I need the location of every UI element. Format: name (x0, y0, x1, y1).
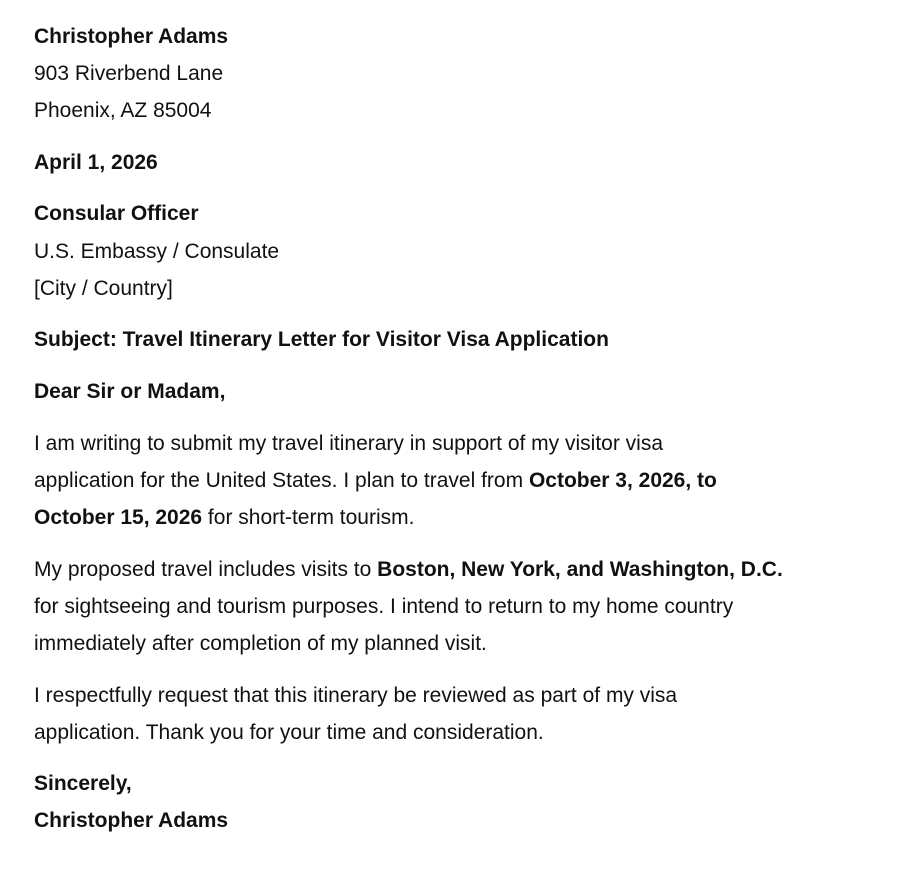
sender-address-line2: Phoenix, AZ 85004 (34, 99, 212, 122)
travel-start-date: October 3, 2026, to (528, 469, 717, 492)
para2-line2: for sightseeing and tourism purposes. I intend to return to my home country (34, 595, 734, 618)
para2-line3: immediately after completion of my planned visit. (34, 632, 487, 655)
signature: Christopher Adams (34, 809, 229, 832)
para1-line3 (34, 505, 414, 531)
salutation: Dear Sir or Madam, (34, 380, 226, 403)
recipient-location: [City / Country] (34, 277, 173, 300)
travel-end-date: October 15, 2026 (34, 506, 203, 529)
sender-name: Christopher Adams (34, 25, 229, 48)
para2-line1 (34, 557, 783, 583)
destinations: Boston, New York, and Washington, D.C. (377, 558, 783, 581)
subject-line: Subject: Travel Itinerary Letter for Visitor Visa Application (34, 328, 609, 351)
para1-line2 (34, 468, 717, 494)
para2-text: My proposed travel includes visits to (34, 558, 378, 581)
para1-text: for short-term tourism. (202, 506, 415, 529)
recipient-title: Consular Officer (34, 202, 199, 225)
closing: Sincerely, (34, 772, 132, 795)
para1-text: application for the United States. I plan to travel from (34, 469, 529, 492)
para3-line1: I respectfully request that this itinerary be reviewed as part of my visa (34, 684, 678, 707)
para3-line2: application. Thank you for your time and consideration. (34, 721, 544, 744)
sender-address-line1: 903 Riverbend Lane (34, 62, 224, 85)
para1-line1: I am writing to submit my travel itinerary in support of my visitor visa (34, 432, 664, 455)
recipient-org: U.S. Embassy / Consulate (34, 240, 280, 263)
letter-date: April 1, 2026 (34, 151, 158, 174)
